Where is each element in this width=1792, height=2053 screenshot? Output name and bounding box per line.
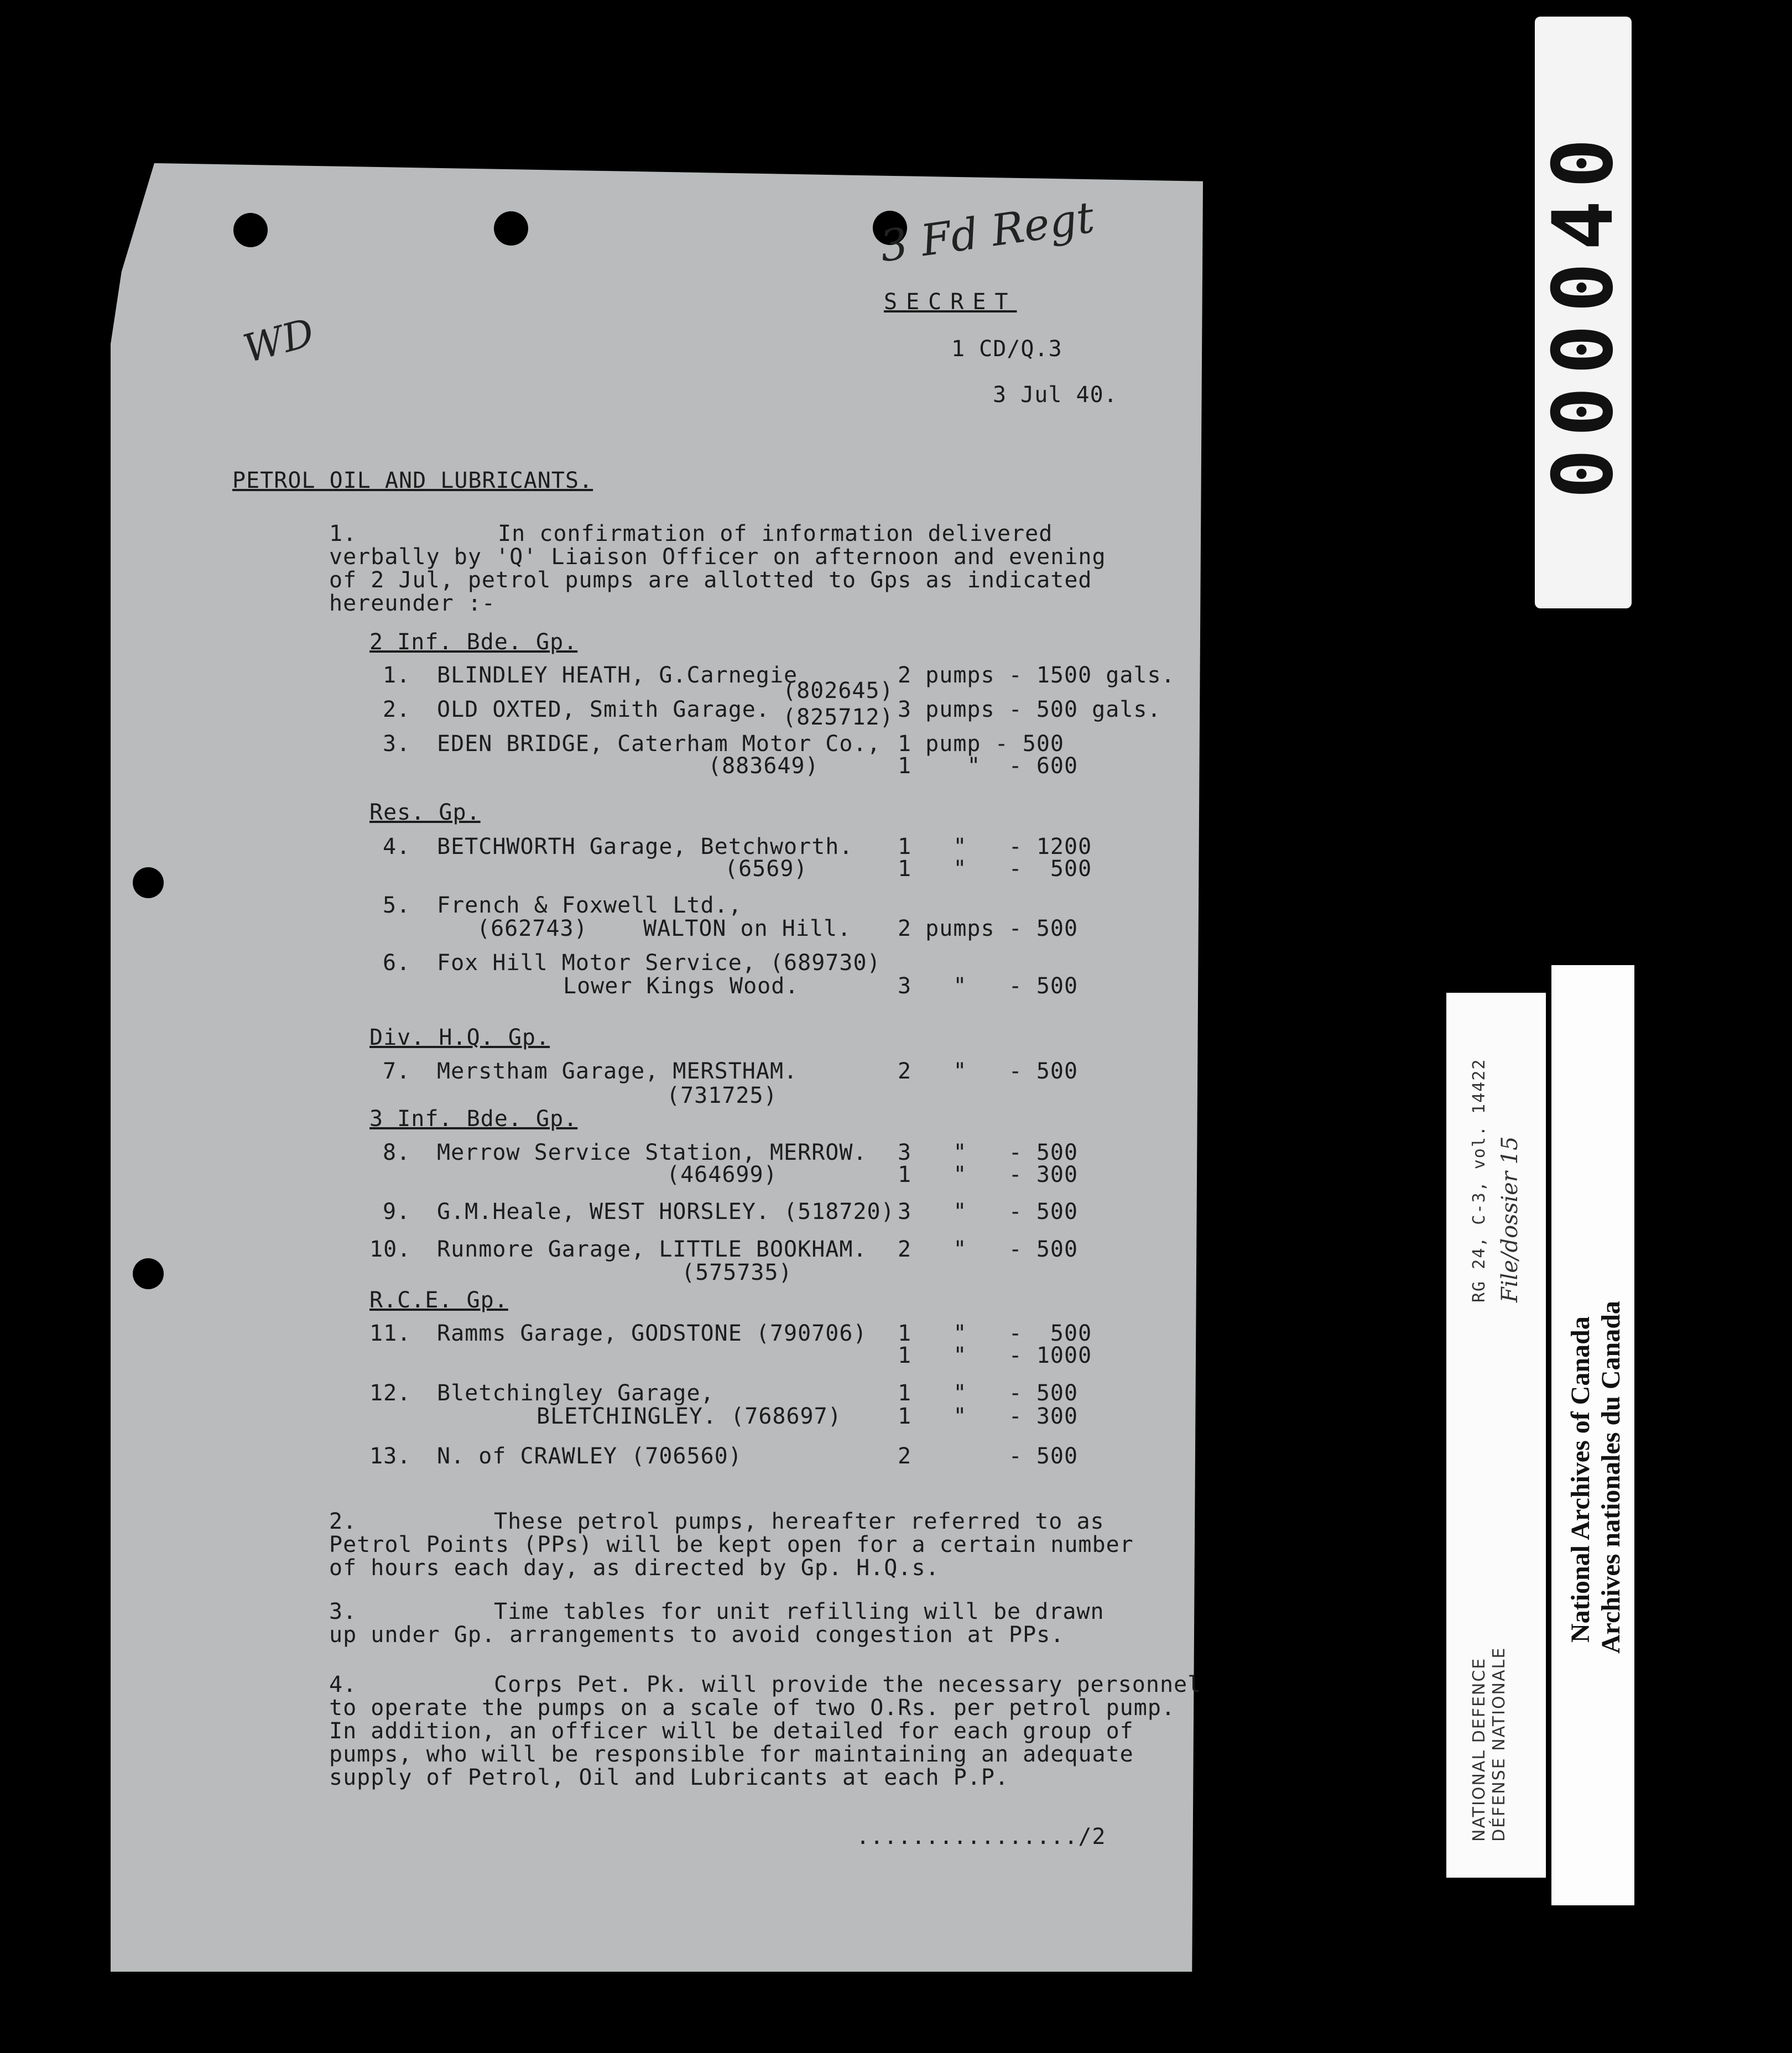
- item-location: EDEN BRIDGE, Caterham Motor Co.,: [437, 731, 881, 757]
- item-num: 11.: [369, 1321, 411, 1346]
- item-num: 12.: [369, 1380, 411, 1406]
- para1-line: verbally by 'Q' Liaison Officer on afternoon and evening: [329, 544, 1106, 570]
- para3-num: 3.: [329, 1599, 357, 1624]
- group-heading: 2 Inf. Bde. Gp.: [369, 629, 578, 655]
- item-alloc: 1 " - 1200: [898, 834, 1092, 859]
- frame-number-strip: [1535, 17, 1632, 608]
- para4-line: In addition, an officer will be detailed for each group of: [329, 1718, 1134, 1744]
- item-alloc: 1 " - 500: [898, 1380, 1079, 1406]
- item-ref: (883649): [708, 753, 819, 779]
- handwritten-mark: WD: [238, 309, 319, 372]
- item-location: BETCHWORTH Garage, Betchworth.: [437, 834, 853, 859]
- para1-line: In confirmation of information delivered: [498, 521, 1053, 546]
- item-num: 6.: [383, 950, 411, 976]
- para4-line: to operate the pumps on a scale of two O.Rs. per petrol pump.: [329, 1695, 1176, 1721]
- item-alloc: 1 " - 500: [898, 1321, 1092, 1346]
- page-title: PETROL OIL AND LUBRICANTS.: [232, 468, 593, 493]
- para3-line: Time tables for unit refilling will be drawn: [494, 1599, 1105, 1624]
- item-num: 5.: [383, 893, 411, 918]
- item-ref: (464699): [666, 1162, 778, 1187]
- item-location: OLD OXTED, Smith Garage.: [437, 697, 770, 722]
- nac-en: National Archives of Canada: [1566, 1316, 1595, 1643]
- item-location: Merrow Service Station, MERROW.: [437, 1140, 867, 1165]
- item-ref: (6569): [725, 856, 808, 882]
- item-alloc: 1 " - 500: [898, 856, 1092, 882]
- item-alloc: 2 - 500: [898, 1444, 1079, 1469]
- para2-line: of hours each day, as directed by Gp. H.Q.s.: [329, 1555, 940, 1581]
- frame-number: 000040: [1535, 126, 1632, 499]
- para2-num: 2.: [329, 1509, 357, 1534]
- continuation-marker: ................/2: [856, 1824, 1106, 1849]
- group-heading: Div. H.Q. Gp.: [369, 1025, 550, 1050]
- item-alloc: 1 pump - 500: [898, 731, 1064, 757]
- item-num: 2.: [383, 697, 411, 722]
- item-location: Merstham Garage, MERSTHAM.: [437, 1059, 798, 1084]
- item-ref: (731725): [666, 1083, 778, 1108]
- para4-line: Corps Pet. Pk. will provide the necessary personnel: [494, 1672, 1202, 1697]
- item-alloc: 2 " - 500: [898, 1237, 1079, 1262]
- classification: SECRET: [884, 289, 1017, 315]
- item-location: Ramms Garage, GODSTONE (790706): [437, 1321, 867, 1346]
- item-location: N. of CRAWLEY (706560): [437, 1444, 742, 1469]
- para1-line: of 2 Jul, petrol pumps are allotted to Gps as indicated: [329, 567, 1092, 593]
- item-num: 7.: [383, 1059, 411, 1084]
- item-alloc: 3 " - 500: [898, 973, 1079, 999]
- group-heading: 3 Inf. Bde. Gp.: [369, 1106, 578, 1132]
- para1-num: 1.: [329, 521, 357, 546]
- item-alloc: 1 " - 1000: [898, 1343, 1092, 1368]
- item-location-2: Lower Kings Wood.: [563, 973, 799, 999]
- item-location: Runmore Garage, LITTLE BOOKHAM.: [437, 1237, 867, 1262]
- item-location-2: (662743) WALTON on Hill.: [477, 916, 852, 941]
- date: 3 Jul 40.: [993, 382, 1118, 408]
- reference: 1 CD/Q.3: [951, 336, 1062, 362]
- item-location: French & Foxwell Ltd.,: [437, 893, 742, 918]
- item-num: 10.: [369, 1237, 411, 1262]
- item-alloc: 1 " - 600: [898, 753, 1079, 779]
- punch-hole: [133, 1258, 164, 1289]
- nac-fr: Archives nationales du Canada: [1596, 1301, 1626, 1654]
- para2-line: These petrol pumps, hereafter referred to as: [494, 1509, 1105, 1534]
- item-ref: (575735): [681, 1260, 793, 1285]
- para4-line: pumps, who will be responsible for maintaining an adequate: [329, 1742, 1134, 1767]
- item-ref: (825712): [783, 705, 894, 730]
- para4-num: 4.: [329, 1672, 357, 1697]
- item-num: 8.: [383, 1140, 411, 1165]
- item-num: 4.: [383, 834, 411, 859]
- item-location: Bletchingley Garage,: [437, 1380, 715, 1406]
- para3-line: up under Gp. arrangements to avoid congestion at PPs.: [329, 1622, 1065, 1648]
- dept-fr: DÉFENSE NATIONALE: [1489, 1646, 1509, 1842]
- item-alloc: 3 " - 500: [898, 1140, 1079, 1165]
- archive-label-strip: [1446, 993, 1546, 1878]
- para4-line: supply of Petrol, Oil and Lubricants at each P.P.: [329, 1765, 1009, 1790]
- archive-reference: RG 24, C-3, vol. 14422: [1470, 1058, 1489, 1302]
- item-location-2: BLETCHINGLEY. (768697): [536, 1404, 842, 1429]
- nac-label-strip: [1551, 965, 1634, 1905]
- item-alloc: 3 pumps - 500 gals.: [898, 697, 1161, 722]
- group-heading: R.C.E. Gp.: [369, 1288, 508, 1313]
- item-alloc: 1 " - 300: [898, 1404, 1079, 1429]
- para2-line: Petrol Points (PPs) will be kept open for a certain number: [329, 1532, 1134, 1557]
- punch-hole: [233, 213, 268, 247]
- item-location: Fox Hill Motor Service, (689730): [437, 950, 881, 976]
- group-heading: Res. Gp.: [369, 800, 481, 825]
- item-alloc: 3 " - 500: [898, 1199, 1079, 1224]
- item-num: 3.: [383, 731, 411, 757]
- handwritten-unit: 3 Fd Regt: [877, 192, 1097, 272]
- item-alloc: 2 " - 500: [898, 1059, 1079, 1084]
- para1-line: hereunder :-: [329, 591, 496, 616]
- archive-file-handwritten: File/dossier 15: [1497, 1136, 1523, 1302]
- item-location: BLINDLEY HEATH, G.Carnegie: [437, 663, 798, 688]
- item-ref: (802645): [783, 678, 894, 704]
- item-alloc: 2 pumps - 500: [898, 916, 1079, 941]
- item-num: 13.: [369, 1444, 411, 1469]
- dept-en: NATIONAL DEFENCE: [1470, 1657, 1489, 1842]
- item-num: 9.: [383, 1199, 411, 1224]
- item-alloc: 2 pumps - 1500 gals.: [898, 663, 1175, 688]
- punch-hole: [494, 211, 528, 246]
- punch-hole: [133, 867, 164, 898]
- item-num: 1.: [383, 663, 411, 688]
- item-alloc: 1 " - 300: [898, 1162, 1079, 1187]
- item-location: G.M.Heale, WEST HORSLEY. (518720): [437, 1199, 895, 1224]
